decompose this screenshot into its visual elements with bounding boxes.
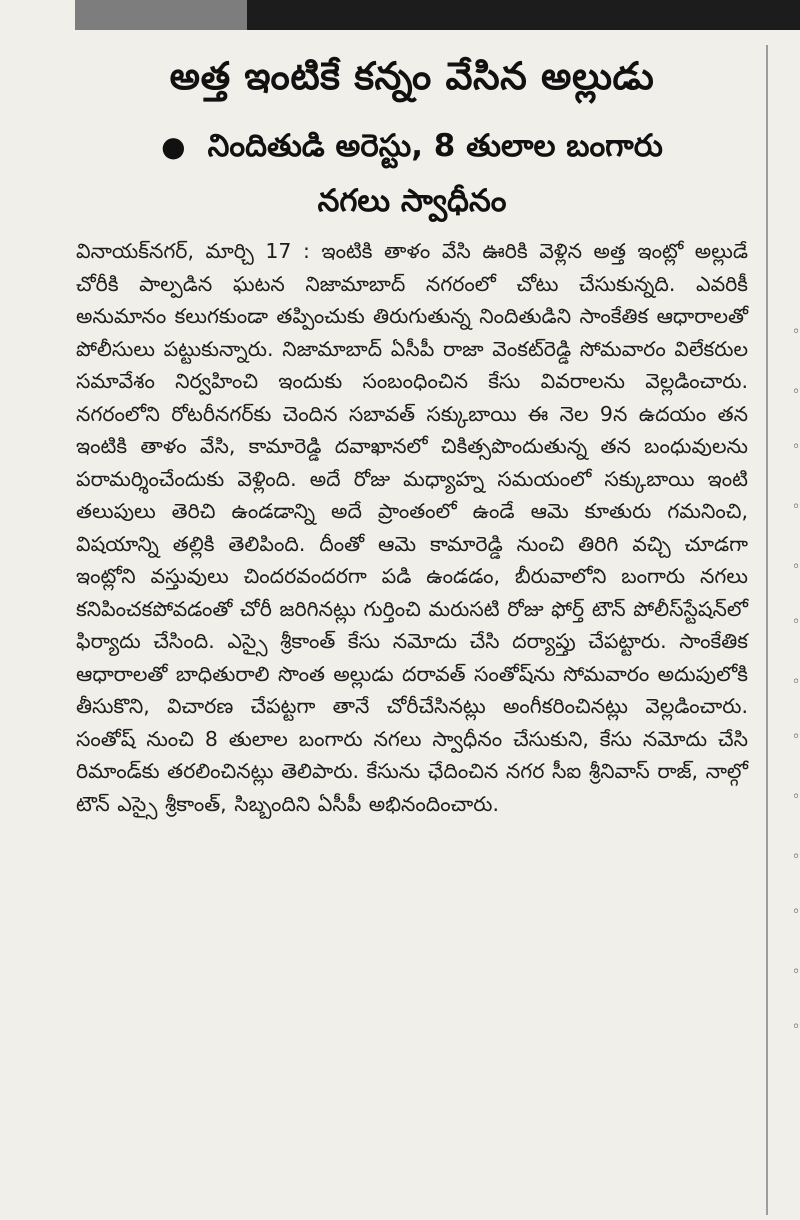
fragment-mark: ◦ [792, 849, 800, 865]
article-headline: అత్త ఇంటికే కన్నం వేసిన అల్లుడు [169, 54, 655, 98]
subheadline-line-1 [76, 119, 748, 174]
fragment-mark: ◦ [792, 384, 800, 400]
fragment-mark: ◦ [792, 904, 800, 920]
fragment-mark: ◦ [792, 559, 800, 575]
article-body: వినాయక్‌నగర్, మార్చి 17 : ఇంటికి తాళం వేసి ఊరికి వెళ్లిన అత్త ఇంట్లో అల్లుడే చోరీకి పాల్పడిన ఘటన నిజామాబాద్ నగరంలో చోటు చేసుకున్నది. ఎవరికీ అనుమానం కలుగకుండా తప్పించుకు తిరుగుతున్న నిందితుడిని సాంకేతిక ఆధారాలతో పోలీసులు పట్టుకున్నారు. నిజామాబాద్ ఏసీపీ రాజా వెంకట్‌రెడ్డి సోమవారం విలేకరుల సమావేశం నిర్వహించి ఇందుకు సంబంధించిన కేసు వివరాలను వెల్లడించారు. నగరంలోని రోటరీనగర్‌కు చెందిన సబావత్ సక్కుబాయి ఈ నెల 9న ఉదయం తన ఇంటికి తాళం వేసి, కామారెడ్డి దవాఖానలో చికిత్సపొందుతున్న తన బంధువులను పరామర్శించేందుకు వెళ్లింది. అదే రోజు మధ్యాహ్న సమయంలో సక్కుబాయి ఇంటి తలుపులు తెరిచి ఉండడాన్ని అదే ప్రాంతంలో ఉండే ఆమె కూతురు గమనించి, విషయాన్ని తల్లికి తెలిపింది. దీంతో ఆమె కామారెడ్డి నుంచి తిరిగి వచ్చి చూడగా ఇంట్లోని వస్తువులు చిందరవందరగా పడి ఉండడం, బీరువాలోని బంగారు నగలు కనిపించకపోవడంతో చోరీ జరిగినట్లు గుర్తించి మరుసటి రోజు ఫోర్త్ టౌన్ పోలీస్‌స్టేషన్‌లో ఫిర్యాదు చేసింది. ఎస్సై శ్రీకాంత్ కేసు నమోదు చేసి దర్యాప్తు చేపట్టారు. సాంకేతిక ఆధారాలతో బాధితురాలి సొంత అల్లుడు దరావత్ సంతోష్‌ను సోమవారం అదుపులోకి తీసుకొని, విచారణ చేపట్టగా తానే చోరీచేసినట్లు అంగీకరించినట్లు వెల్లడించారు. సంతోష్ నుంచి 8 తులాల బంగారు నగలు స్వాధీనం చేసుకుని, కేసు నమోదు చేసి రిమాండ్‌కు తరలించినట్లు తెలిపారు. కేసును ఛేదించిన నగర సీఐ శ్రీనివాస్ రాజ్, నాల్గో టౌన్ ఎస్సై శ్రీకాంత్, సిబ్బందిని ఏసీపీ అభినందించారు. [76, 239, 748, 816]
subheadline-text-1: నిందితుడి అరెస్టు, 8 తులాల బంగారు [207, 128, 663, 164]
news-article [76, 45, 748, 820]
fragment-mark: ◦ [792, 324, 800, 340]
top-bar-grey-block [75, 0, 247, 30]
subheadline-line-2: నగలు స్వాధీనం [317, 183, 507, 219]
page-top-bar [75, 0, 800, 30]
fragment-mark: ◦ [792, 964, 800, 980]
bullet-icon: ● [161, 130, 186, 163]
article-subheadline [76, 119, 748, 229]
fragment-mark: ◦ [792, 614, 800, 630]
fragment-mark: ◦ [792, 729, 800, 745]
fragment-mark: ◦ [792, 499, 800, 515]
fragment-mark: ◦ [792, 439, 800, 455]
column-divider [766, 45, 768, 1215]
next-article-headline-cropped [80, 1190, 700, 1220]
fragment-mark: ◦ [792, 1019, 800, 1035]
adjacent-column-fragment [770, 0, 800, 1215]
fragment-mark: ◦ [792, 789, 800, 805]
fragment-mark: ◦ [792, 674, 800, 690]
